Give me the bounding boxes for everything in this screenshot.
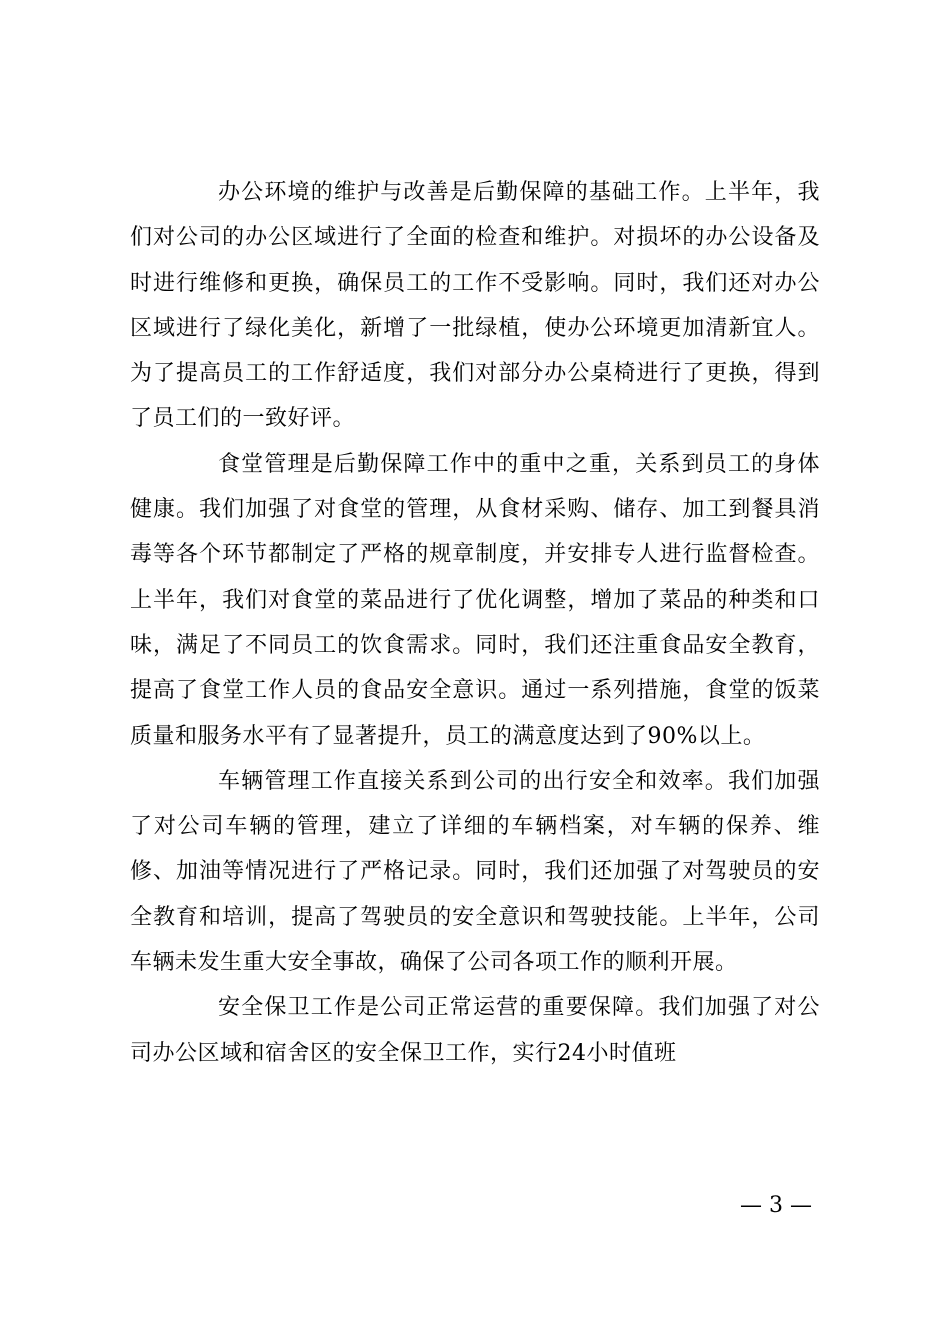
page-number: — 3 — — [740, 1193, 812, 1218]
paragraph-vehicle-management: 车辆管理工作直接关系到公司的出行安全和效率。我们加强了对公司车辆的管理，建立了详细的车辆档案，对车辆的保养、维修、加油等情况进行了严格记录。同时，我们还加强了对驾驶员的安全教育和培训，提高了驾驶员的安全意识和驾驶技能。上半年，公司车辆未发生重大安全事故，确保了公司各项工作的顺利开展。 — [130, 768, 820, 976]
paragraph-security: 安全保卫工作是公司正常运营的重要保障。我们加强了对公司办公区域和宿舍区的安全保卫工作，实行24小时值班 — [130, 995, 820, 1066]
document-body — [130, 170, 820, 1076]
paragraph-canteen-management: 食堂管理是后勤保障工作中的重中之重，关系到员工的身体健康。我们加强了对食堂的管理，从食材采购、储存、加工到餐具消毒等各个环节都制定了严格的规章制度，并安排专人进行监督检查。上半年，我们对食堂的菜品进行了优化调整，增加了菜品的种类和口味，满足了不同员工的饮食需求。同时，我们还注重食品安全教育，提高了食堂工作人员的食品安全意识。通过一系列措施，食堂的饭菜质量和服务水平有了显著提升，员工的满意度达到了90%以上。 — [130, 451, 820, 749]
paragraph-office-environment: 办公环境的维护与改善是后勤保障的基础工作。上半年，我们对公司的办公区域进行了全面的检查和维护。对损坏的办公设备及时进行维修和更换，确保员工的工作不受影响。同时，我们还对办公区域进行了绿化美化，新增了一批绿植，使办公环境更加清新宜人。为了提高员工的工作舒适度，我们对部分办公桌椅进行了更换，得到了员工们的一致好评。 — [130, 180, 820, 432]
